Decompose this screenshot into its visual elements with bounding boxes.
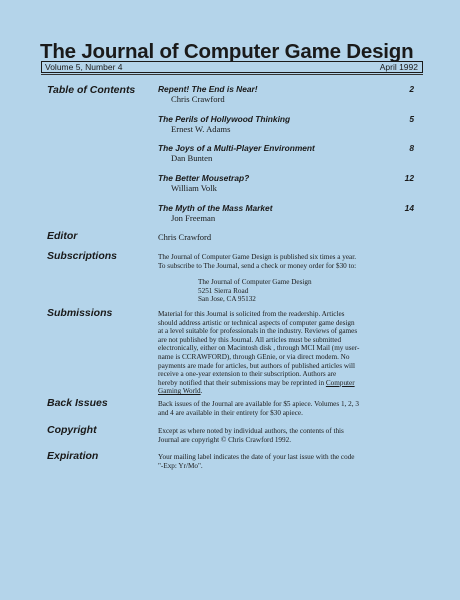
toc-entry-title: Repent! The End is Near! — [158, 84, 258, 94]
magazine-name: Computer — [325, 378, 355, 387]
address-line: The Journal of Computer Game Design — [198, 278, 312, 287]
section-heading-subscriptions: Subscriptions — [47, 250, 118, 262]
text-fragment: hereby notified that their submissions may be reprinted in — [158, 378, 325, 387]
toc-entry-page: 12 — [404, 173, 414, 183]
text-line: Back issues of the Journal are available for $5 apiece. Volumes 1, 2, 3 — [158, 400, 359, 408]
toc-entry — [158, 84, 414, 104]
text-line: Journal are copyright © Chris Crawford 1992. — [158, 435, 292, 444]
text-line — [158, 387, 423, 396]
toc-entry-title: The Myth of the Mass Market — [158, 203, 273, 213]
text-line: Material for this Journal is solicited from the readership. Articles — [158, 310, 345, 318]
toc-entry — [158, 143, 414, 163]
toc-entry-title: The Perils of Hollywood Thinking — [158, 114, 291, 124]
toc-entry — [158, 114, 414, 134]
toc-entry-page: 8 — [409, 143, 414, 153]
text-fragment: . — [200, 387, 203, 396]
toc-entry-author: William Volk — [171, 183, 217, 193]
text-line: name is CCRAWFORD), through GEnie, or via direct modem. No — [158, 352, 350, 361]
section-heading-expiration: Expiration — [47, 450, 99, 462]
text-line: electronically, either on Macintosh disk , through MCI Mail (my user- — [158, 344, 360, 353]
submissions-text — [158, 310, 423, 396]
text-line: should address artistic or technical aspects of computer game design — [158, 318, 355, 327]
toc-entry-author: Ernest W. Adams — [171, 124, 231, 134]
text-line: "-Exp: Yr/Mo". — [158, 461, 203, 470]
toc-entry — [158, 203, 414, 223]
expiration-text — [158, 453, 423, 470]
toc-entry-title: The Better Mousetrap? — [158, 173, 250, 183]
issue-bar — [41, 61, 423, 73]
text-line: are not published by this Journal. All articles must be submitted — [158, 335, 342, 344]
copyright-text — [158, 427, 423, 444]
toc-entry-page: 14 — [404, 203, 414, 213]
back-issues-text — [158, 400, 423, 417]
header-rule — [41, 74, 423, 75]
text-line: payments are made for articles, but authors of published articles will — [158, 361, 355, 370]
magazine-name: Gaming World — [158, 387, 201, 396]
text-line: receive a one-year extension to their subscription. Authors are — [158, 370, 337, 379]
section-heading-editor: Editor — [47, 230, 78, 242]
issue-date: April 1992 — [379, 62, 418, 72]
section-heading-toc: Table of Contents — [47, 84, 136, 96]
subscriptions-text — [158, 253, 423, 304]
text-line: Except as where noted by individual authors, the contents of this — [158, 427, 344, 435]
text-line: The Journal of Computer Game Design is published six times a year. — [158, 253, 357, 261]
volume-number: Volume 5, Number 4 — [45, 62, 123, 72]
section-heading-submissions: Submissions — [47, 307, 113, 319]
journal-title: The Journal of Computer Game Design — [40, 40, 414, 63]
toc-entry-author: Chris Crawford — [171, 94, 225, 104]
toc-entry — [158, 173, 414, 193]
toc-entry-page: 2 — [409, 84, 414, 94]
toc-entry-page: 5 — [409, 114, 414, 124]
toc-entry-author: Dan Bunten — [171, 153, 213, 163]
text-line: and 4 are available in their entirety for $30 apiece. — [158, 408, 303, 417]
section-heading-back-issues: Back Issues — [47, 397, 108, 409]
address-line: San Jose, CA 95132 — [198, 295, 256, 304]
editor-name: Chris Crawford — [158, 232, 212, 242]
section-heading-copyright: Copyright — [47, 424, 97, 436]
toc-entry-title: The Joys of a Multi-Player Environment — [158, 143, 315, 153]
toc-entry-author: Jon Freeman — [171, 213, 216, 223]
text-line: Your mailing label indicates the date of your last issue with the code — [158, 453, 355, 461]
address-line: 5251 Sierra Road — [198, 286, 249, 295]
text-line: at a level suitable for professionals in the industry. Reviews of games — [158, 327, 358, 336]
text-line: To subscribe to The Journal, send a check or money order for $30 to: — [158, 261, 357, 270]
text-line — [158, 379, 423, 388]
